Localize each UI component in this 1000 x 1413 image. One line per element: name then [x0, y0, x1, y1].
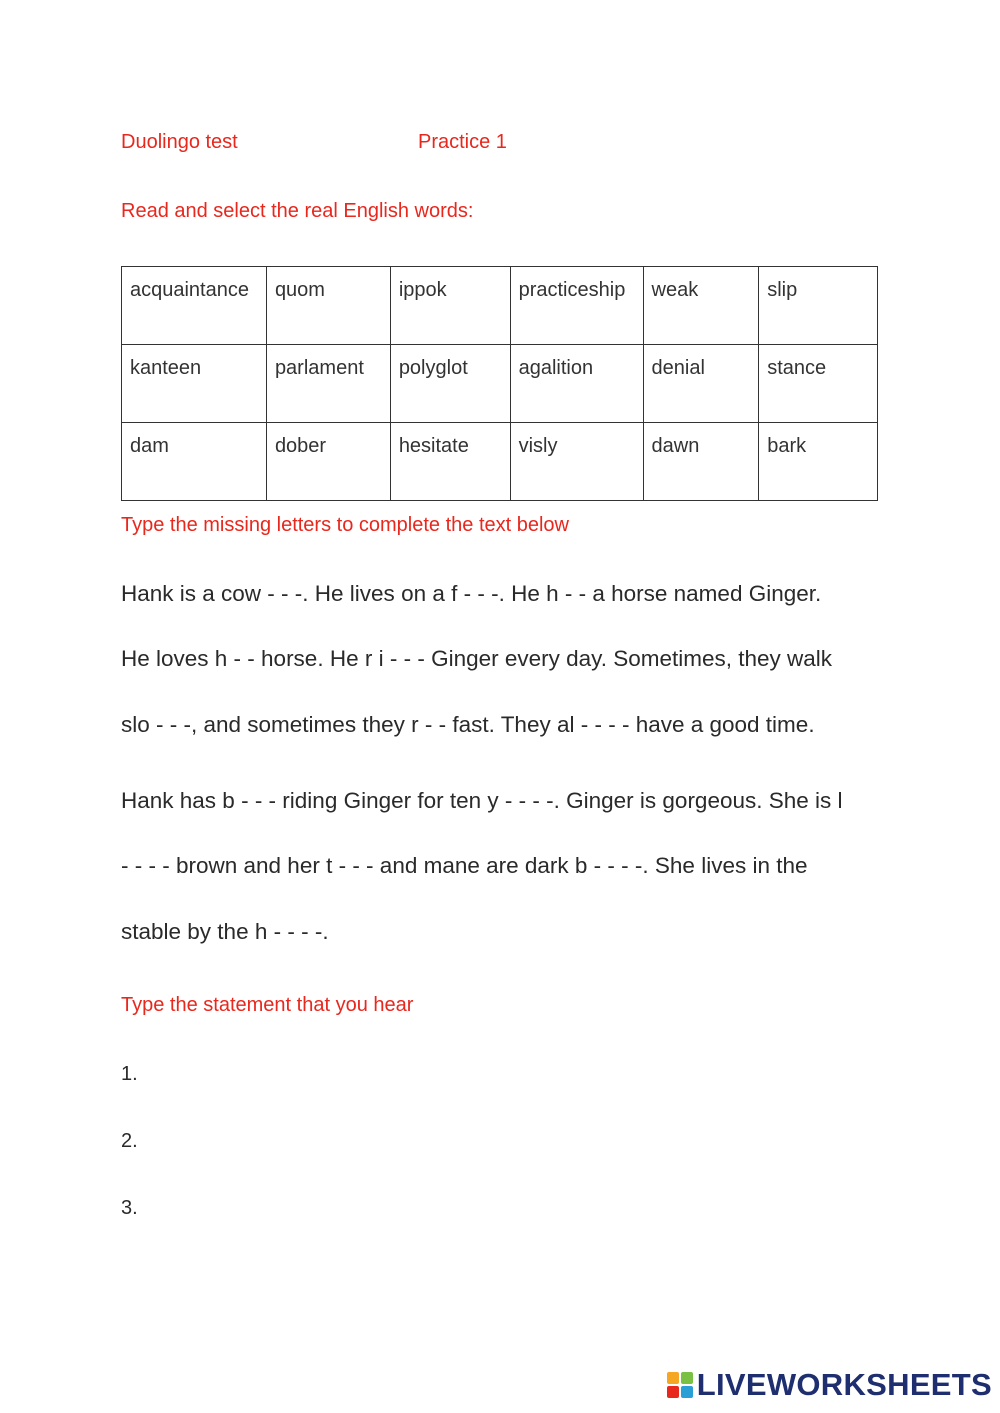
word-cell[interactable]: weak — [643, 267, 759, 345]
text-line: He loves h - - horse. He r i - - - Ginger every day. Sometimes, they walk — [121, 646, 833, 671]
word-selection-table — [121, 266, 878, 501]
word-cell[interactable]: kanteen — [122, 345, 267, 423]
table-row — [122, 267, 878, 345]
word-cell[interactable]: practiceship — [510, 267, 643, 345]
word-cell[interactable]: acquaintance — [122, 267, 267, 345]
word-cell[interactable]: agalition — [510, 345, 643, 423]
answer-item-2: 2. — [121, 1130, 138, 1152]
word-cell[interactable]: quom — [266, 267, 390, 345]
section2-instruction: Type the missing letters to complete the text below — [121, 514, 569, 536]
word-cell[interactable]: denial — [643, 345, 759, 423]
logo-text: LIVEWORKSHEETS — [696, 1367, 992, 1402]
section3-instruction: Type the statement that you hear — [121, 994, 414, 1016]
text-line: Hank has b - - - riding Ginger for ten y - - - -. Ginger is gorgeous. She is l — [121, 788, 843, 813]
word-cell[interactable]: dam — [122, 423, 267, 501]
logo-icon — [667, 1372, 693, 1398]
table-row — [122, 423, 878, 501]
answer-item-3: 3. — [121, 1197, 138, 1219]
text-line: Hank is a cow - - -. He lives on a f - - -. He h - - a horse named Ginger. — [121, 581, 822, 606]
word-cell[interactable]: dober — [266, 423, 390, 501]
section1-instruction: Read and select the real English words: — [121, 200, 474, 222]
worksheet-title: Duolingo test — [121, 131, 238, 153]
word-cell[interactable]: dawn — [643, 423, 759, 501]
liveworksheets-logo — [667, 1367, 992, 1403]
word-cell[interactable]: hesitate — [390, 423, 510, 501]
word-cell[interactable]: bark — [759, 423, 878, 501]
word-cell[interactable]: parlament — [266, 345, 390, 423]
word-cell[interactable]: ippok — [390, 267, 510, 345]
practice-label: Practice 1 — [418, 131, 507, 153]
word-cell[interactable]: visly — [510, 423, 643, 501]
word-cell[interactable]: polyglot — [390, 345, 510, 423]
text-line: - - - - brown and her t - - - and mane are dark b - - - -. She lives in the — [121, 853, 808, 878]
word-cell[interactable]: slip — [759, 267, 878, 345]
text-line: slo - - -, and sometimes they r - - fast. They al - - - - have a good time. — [121, 712, 815, 737]
answer-item-1: 1. — [121, 1063, 138, 1085]
text-line: stable by the h - - - -. — [121, 919, 329, 944]
table-row — [122, 345, 878, 423]
word-cell[interactable]: stance — [759, 345, 878, 423]
